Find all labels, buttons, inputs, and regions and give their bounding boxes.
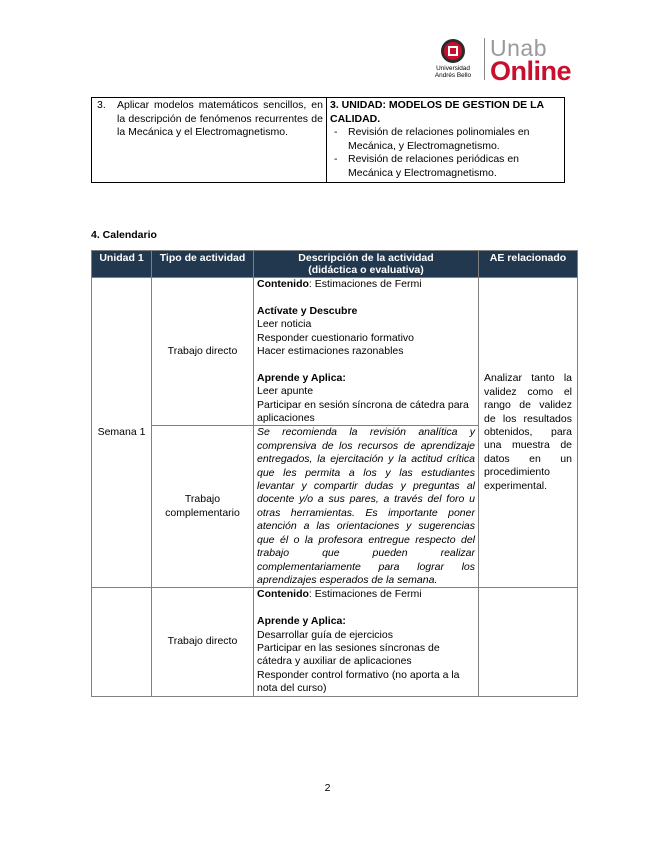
header-unidad: Unidad 1 bbox=[92, 251, 152, 278]
activity-item: Leer noticia bbox=[257, 318, 312, 331]
row1-tipo: Trabajo directo bbox=[152, 278, 254, 426]
header-ae: AE relacionado bbox=[479, 251, 578, 278]
header-tipo: Tipo de actividad bbox=[152, 251, 254, 278]
row2-tipo: Trabajo complementario bbox=[152, 426, 254, 588]
block-title: Aprende y Aplica: bbox=[257, 615, 346, 628]
learning-outcome-cell bbox=[92, 98, 327, 183]
activity-item: Hacer estimaciones razonables bbox=[257, 345, 404, 358]
week-empty-cell bbox=[92, 588, 152, 696]
unit-bullet: - Revisión de relaciones periódicas en Mecánica y Electromagnetismo. bbox=[334, 153, 520, 179]
page-number: 2 bbox=[324, 782, 331, 794]
logo-online-text: Online bbox=[490, 56, 572, 86]
activity-item: Leer apunte bbox=[257, 385, 314, 398]
learning-outcome-table bbox=[91, 97, 565, 183]
university-name: Universidad Andrés Bello bbox=[434, 65, 472, 79]
activity-item: Participar en las sesiones síncronas de cátedra y auxiliar de aplicaciones bbox=[257, 641, 440, 668]
section-title: 4. Calendario bbox=[91, 229, 157, 241]
ae-empty-cell bbox=[479, 588, 578, 696]
calendar-table bbox=[91, 250, 578, 697]
unit-cell bbox=[327, 98, 565, 183]
block-title: Actívate y Descubre bbox=[257, 304, 358, 317]
logo-divider bbox=[484, 38, 485, 80]
activity-item: Desarrollar guía de ejercicios bbox=[257, 628, 393, 641]
unit-title: 3. UNIDAD: MODELOS DE GESTION DE LA CALIDAD. bbox=[330, 99, 544, 125]
row2-descripcion: Se recomienda la revisión analítica y comprensiva de los recursos de aprendizaje entregados, la ejercitación y la actitud crítica que les permita a los y las estudiantes levantar y compartir dudas y preguntas al docente y/o a sus pares, a través del foro u otras herramientas. Es importante poner atención a las orientaciones y sugerencias que él o la profesora entregue respecto del trabajo que pueden realizar complementariamente para lograr los aprendizajes esperados de la semana. bbox=[254, 426, 479, 588]
row1-descripcion: Contenido: Estimaciones de Fermi Actívate y Descubre Leer noticia Responder cuestionario formativo Hacer estimaciones razonables Aprende y Aplica: Leer apunte Participar en sesión síncrona de cátedra para aplicaciones bbox=[254, 278, 479, 426]
university-seal-icon bbox=[440, 38, 466, 64]
item-text: Aplicar modelos matemáticos sencillos, en la descripción de fenómenos recurrentes de la Mecánica y el Electromagnetismo. bbox=[117, 99, 323, 138]
row3-descripcion: Contenido: Estimaciones de Fermi Aprende y Aplica: Desarrollar guía de ejercicios Participar en las sesiones síncronas de cátedra y auxiliar de aplicaciones Responder control formativo (no aporta a la nota del curso) bbox=[254, 588, 479, 696]
unit-bullet: - Revisión de relaciones polinomiales en Mecánica, y Electromagnetismo. bbox=[334, 126, 530, 152]
unab-online-logo bbox=[426, 36, 571, 86]
header-descripcion: Descripción de la actividad (didáctica o evaluativa) bbox=[254, 251, 479, 278]
activity-item: Participar en sesión síncrona de cátedra para aplicaciones bbox=[257, 398, 469, 425]
ae-relacionado: Analizar tanto la validez como el rango de validez de los resultados obtenidos, para una muestra de datos en un procedimiento experimental. bbox=[479, 278, 578, 588]
logo-unab-text: Unab bbox=[490, 35, 547, 61]
activity-item: Responder cuestionario formativo bbox=[257, 331, 414, 344]
row3-tipo: Trabajo directo bbox=[152, 588, 254, 696]
block-title: Aprende y Aplica: bbox=[257, 371, 346, 384]
item-number: 3. bbox=[97, 99, 106, 111]
activity-item: Responder control formativo (no aporta a la nota del curso) bbox=[257, 668, 460, 695]
week-label: Semana 1 bbox=[92, 278, 152, 588]
